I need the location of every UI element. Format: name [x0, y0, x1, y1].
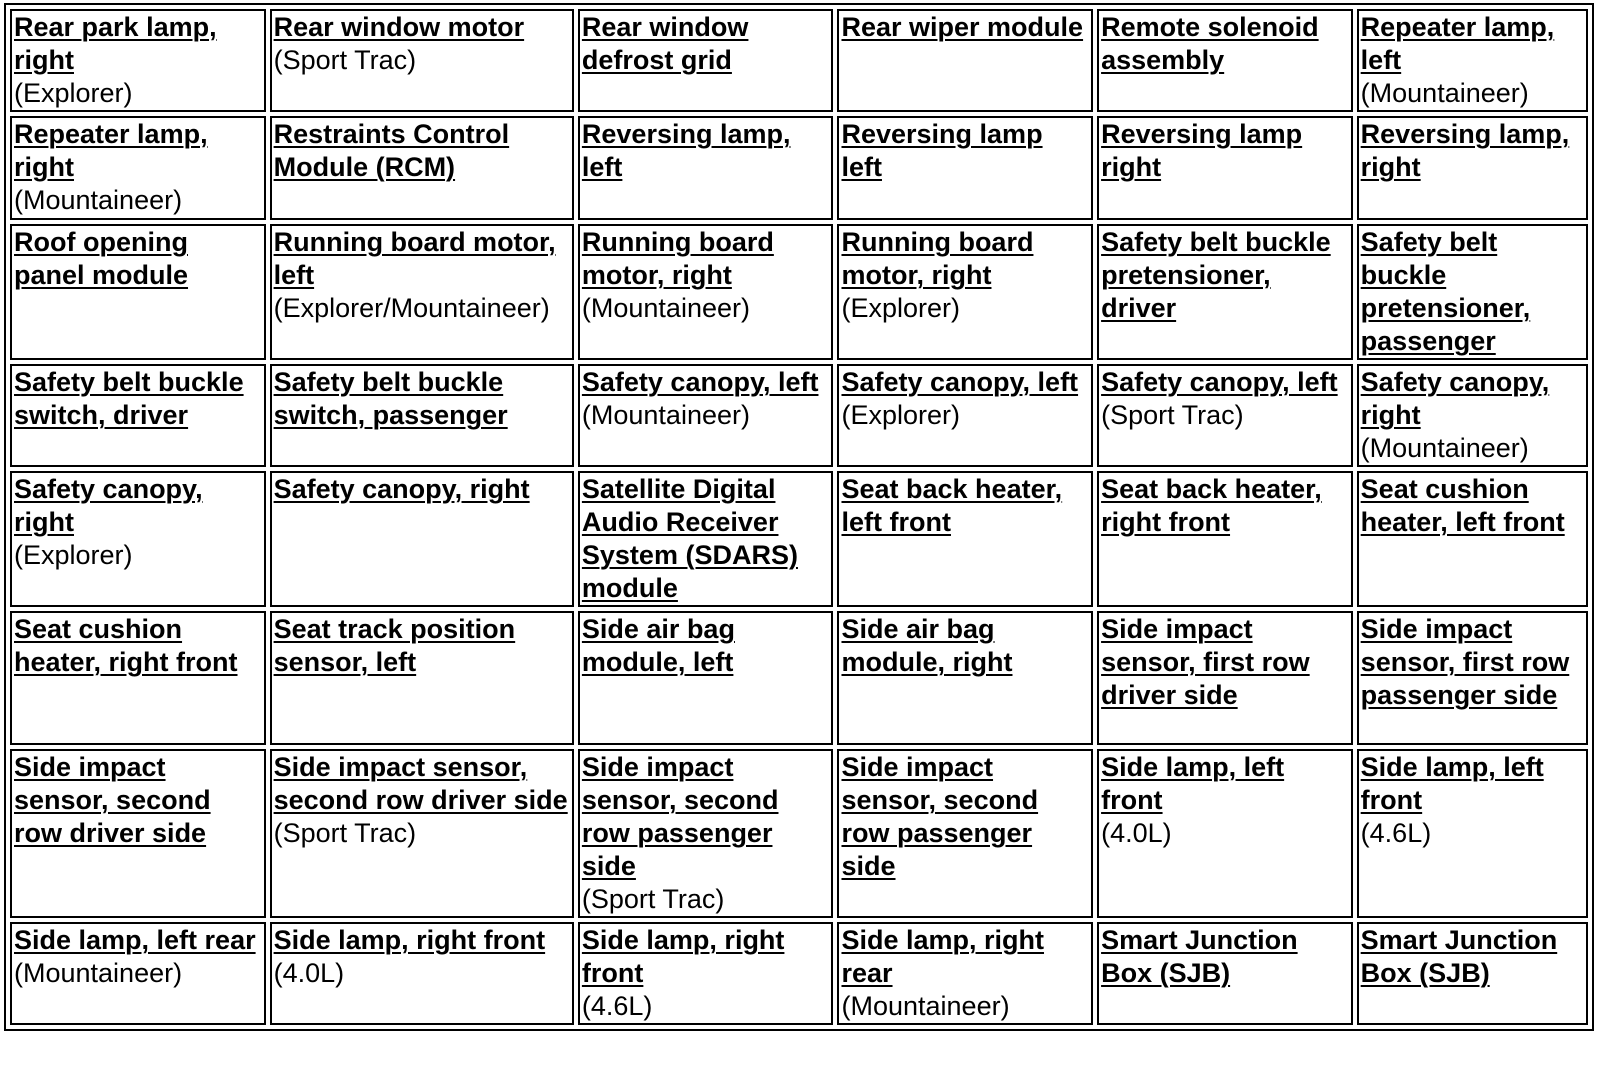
component-link[interactable]: Seat cushion heater, left front [1360, 474, 1565, 537]
component-link[interactable]: Restraints Control Module (RCM) [273, 119, 510, 182]
component-link[interactable]: Side lamp, left front [1360, 752, 1544, 815]
component-link[interactable]: Safety belt buckle switch, passenger [273, 367, 508, 430]
table-cell [10, 749, 266, 918]
table-row [10, 364, 1588, 467]
table-cell [1097, 611, 1353, 745]
table-cell [1357, 364, 1588, 467]
model-note: (4.0L) [273, 958, 345, 988]
table-cell [578, 749, 834, 918]
table-cell [270, 116, 574, 220]
component-link[interactable]: Side air bag module, right [841, 614, 1013, 677]
component-link[interactable]: Rear wiper module [841, 12, 1084, 42]
table-cell [837, 116, 1093, 220]
table-cell [10, 9, 266, 112]
table-cell [1097, 116, 1353, 220]
table-cell [10, 611, 266, 745]
table-cell [270, 471, 574, 607]
table-row [10, 611, 1588, 745]
table-row [10, 224, 1588, 360]
component-link[interactable]: Rear window motor [273, 12, 525, 42]
table-cell [1357, 471, 1588, 607]
table-cell [1097, 749, 1353, 918]
table-row [10, 9, 1588, 112]
component-link[interactable]: Running board motor, right [841, 227, 1034, 290]
table-cell [837, 749, 1093, 918]
model-note: (Mountaineer) [1360, 78, 1529, 108]
table-cell [10, 922, 266, 1025]
component-link[interactable]: Safety canopy, right [1360, 367, 1550, 430]
table-cell [837, 471, 1093, 607]
model-note: (Sport Trac) [273, 818, 417, 848]
model-note: (Explorer) [841, 400, 961, 430]
model-note: (Mountaineer) [14, 958, 183, 988]
table-cell [837, 611, 1093, 745]
model-note: (4.6L) [1360, 818, 1432, 848]
table-row [10, 749, 1588, 918]
table-cell [10, 471, 266, 607]
model-note: (Sport Trac) [1101, 400, 1244, 430]
table-cell [270, 364, 574, 467]
table-cell [578, 471, 834, 607]
component-link[interactable]: Safety belt buckle switch, driver [14, 367, 244, 430]
table-cell [1357, 922, 1588, 1025]
component-link[interactable]: Side impact sensor, second row passenger side [581, 752, 779, 881]
component-link[interactable]: Repeater lamp, left [1360, 12, 1555, 75]
table-row [10, 471, 1588, 607]
model-note: (Mountaineer) [581, 293, 750, 323]
table-cell [10, 116, 266, 220]
component-link[interactable]: Reversing lamp, right [1360, 119, 1570, 182]
table-cell [837, 9, 1093, 112]
component-link[interactable]: Rear park lamp, right [14, 12, 217, 75]
table-cell [270, 749, 574, 918]
table-cell [1357, 749, 1588, 918]
model-note: (Sport Trac) [273, 45, 417, 75]
component-link[interactable]: Safety canopy, right [273, 474, 530, 504]
component-link[interactable]: Rear window defrost grid [581, 12, 749, 75]
model-note: (Mountaineer) [1360, 433, 1529, 463]
table-cell [1357, 116, 1588, 220]
model-note: (4.0L) [1101, 818, 1172, 848]
component-link[interactable]: Safety canopy, left [841, 367, 1079, 397]
component-link[interactable]: Side lamp, right front [581, 925, 785, 988]
component-link[interactable]: Side lamp, left front [1101, 752, 1285, 815]
table-cell [578, 922, 834, 1025]
table-row [10, 922, 1588, 1025]
table-cell [10, 364, 266, 467]
table-cell [837, 364, 1093, 467]
table-cell [1357, 224, 1588, 360]
model-note: (Sport Trac) [581, 884, 725, 914]
model-note: (Mountaineer) [14, 185, 183, 215]
component-link[interactable]: Running board motor, left [273, 227, 556, 290]
component-link[interactable]: Side impact sensor, first row driver side [1101, 614, 1310, 710]
component-link[interactable]: Seat back heater, right front [1101, 474, 1322, 537]
component-link[interactable]: Remote solenoid assembly [1101, 12, 1319, 75]
model-note: (Explorer) [841, 293, 961, 323]
table-cell [1357, 611, 1588, 745]
table-cell [1097, 9, 1353, 112]
table-cell [578, 364, 834, 467]
table-cell [270, 611, 574, 745]
component-index-table [6, 5, 1592, 1029]
component-link[interactable]: Side impact sensor, second row driver side [14, 752, 211, 848]
table-cell [1097, 364, 1353, 467]
component-link[interactable]: Side impact sensor, second row passenger side [841, 752, 1039, 881]
table-cell [10, 224, 266, 360]
table-cell [1097, 224, 1353, 360]
table-cell [837, 224, 1093, 360]
model-note: (Mountaineer) [841, 991, 1010, 1021]
component-link[interactable]: Safety canopy, left [581, 367, 819, 397]
table-cell [270, 922, 574, 1025]
component-link[interactable]: Safety canopy, right [14, 474, 203, 537]
component-link[interactable]: Side impact sensor, second row driver side [273, 752, 568, 815]
component-link[interactable]: Roof opening panel module [14, 227, 189, 290]
component-link[interactable]: Seat cushion heater, right front [14, 614, 238, 677]
component-link[interactable]: Reversing lamp, left [581, 119, 791, 182]
component-link[interactable]: Repeater lamp, right [14, 119, 208, 182]
table-cell [578, 116, 834, 220]
component-link[interactable]: Side lamp, right rear [841, 925, 1045, 988]
component-link[interactable]: Side air bag module, left [581, 614, 735, 677]
component-link[interactable]: Seat back heater, left front [841, 474, 1063, 537]
component-link[interactable]: Safety belt buckle pretensioner, driver [1101, 227, 1331, 323]
table-cell [837, 922, 1093, 1025]
table-cell [578, 9, 834, 112]
component-link[interactable]: Reversing lamp right [1101, 119, 1303, 182]
model-note: (Explorer/Mountaineer) [273, 293, 550, 323]
model-note: (Explorer) [14, 78, 133, 108]
table-cell [578, 224, 834, 360]
component-link[interactable]: Satellite Digital Audio Receiver System (SDARS) module [581, 474, 798, 603]
component-link[interactable]: Side lamp, left rear [14, 925, 256, 955]
model-note: (Mountaineer) [581, 400, 750, 430]
table-cell [578, 611, 834, 745]
component-link[interactable]: Seat track position sensor, left [273, 614, 516, 677]
component-link[interactable]: Side impact sensor, first row passenger side [1360, 614, 1570, 710]
table-row [10, 116, 1588, 220]
table-cell [1357, 9, 1588, 112]
component-link[interactable]: Safety canopy, left [1101, 367, 1338, 397]
component-link[interactable]: Smart Junction Box (SJB) [1360, 925, 1558, 988]
table-cell [1097, 471, 1353, 607]
table-cell [270, 9, 574, 112]
component-link[interactable]: Smart Junction Box (SJB) [1101, 925, 1298, 988]
model-note: (Explorer) [14, 540, 133, 570]
component-link[interactable]: Safety belt buckle pretensioner, passenger [1360, 227, 1531, 356]
table-cell [270, 224, 574, 360]
component-link[interactable]: Side lamp, right front [273, 925, 546, 955]
model-note: (4.6L) [581, 991, 653, 1021]
component-link[interactable]: Reversing lamp left [841, 119, 1043, 182]
table-cell [1097, 922, 1353, 1025]
component-link[interactable]: Running board motor, right [581, 227, 774, 290]
